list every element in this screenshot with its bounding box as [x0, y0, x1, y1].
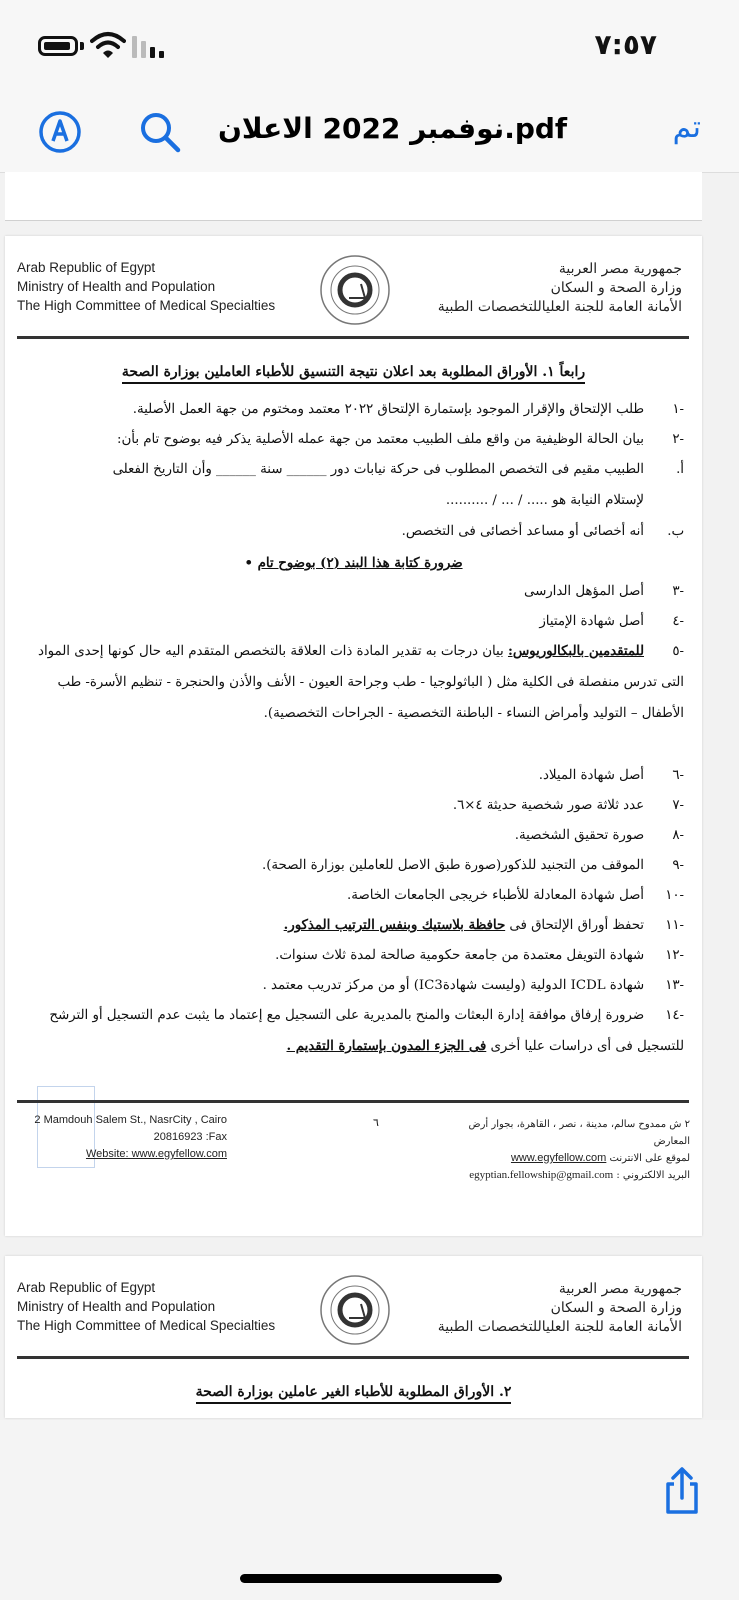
item-text: أنه أخصائى أو مساعد أخصائى فى التخصص. — [401, 524, 644, 539]
item-text: أصل شهادة المعادلة للأطباء خريجى الجامعات الخاصة. — [347, 888, 644, 903]
header-en-line: Ministry of Health and Population — [17, 279, 216, 294]
item-emphasis: حافظة بلاستيك وبنفس الترتيب المذكور. — [283, 918, 506, 933]
header-en-line: Ministry of Health and Population — [17, 1299, 216, 1314]
header-en-line: Arab Republic of Egypt — [17, 260, 156, 275]
item-text: أصل شهادة الميلاد. — [538, 768, 644, 783]
item-number: -٧ — [672, 798, 684, 813]
pdf-page — [5, 236, 702, 1236]
footer-ar-email-label: البريد الالكتروني : — [616, 1170, 690, 1181]
footer-arabic — [430, 1116, 690, 1184]
wifi-icon — [90, 30, 126, 60]
item-number: -٥ — [672, 644, 684, 659]
previous-page-edge — [5, 172, 702, 221]
home-indicator[interactable] — [240, 1574, 502, 1583]
item-text: أصل المؤهل الدارسى — [524, 584, 644, 599]
list-item — [34, 516, 684, 547]
section-title — [5, 1384, 702, 1400]
header-divider — [17, 1356, 689, 1359]
list-item — [34, 850, 684, 881]
item-text: بيان درجات به تقدير المادة ذات العلاقة بالتخصص المتقدم اليه حال كونها إحدى المواد التى تدرس منفصلة فى الكلية مثل ( الباثولوجيا - طب وجراحة العيون - الأنف والأذن والحنجرة - تنظيم الأسرة- طب الأطفال – التوليد وأمراض النساء - الباطنة التخصصية - الجراحات التخصصية). — [38, 644, 684, 721]
footer-address: 2 Mamdouh Salem St., NasrCity , Cairo — [34, 1114, 227, 1126]
page-number: ٦ — [373, 1116, 379, 1129]
pdf-toolbar — [0, 90, 739, 173]
header-ar-line: الأمانة العامة للجنة العلياللتخصصات الطبية — [437, 1319, 682, 1335]
list-item — [34, 606, 684, 637]
list-item — [34, 454, 684, 516]
battery-icon — [38, 36, 78, 56]
list-item — [34, 1000, 684, 1062]
item-text: شهادة التويفل معتمدة من جامعة حكومية صالحة لمدة ثلاث سنوات. — [275, 948, 644, 963]
list-item — [34, 760, 684, 791]
signal-icon — [132, 36, 168, 58]
item-text: شهادة ICDL الدولية (وليست شهادةIC3) أو من مركز تدريب معتمد . — [262, 978, 644, 993]
footer-website[interactable]: Website: www.egyfellow.com — [85, 1148, 227, 1160]
bottom-toolbar — [0, 1420, 739, 1600]
header-ar-line: جمهورية مصر العربية — [558, 1281, 682, 1297]
footer-fax: 20816923 :Fax — [153, 1131, 227, 1143]
section-title-text: رابعاً ١. الأوراق المطلوبة بعد اعلان نتيجة التنسيق للأطباء العاملين بوزارة الصحة — [122, 364, 585, 384]
note-bullet: ضرورة كتابة هذا البند (٢) بوضوح تام • — [244, 556, 463, 571]
item-text: الموقف من التجنيد للذكور(صورة طبق الاصل للعاملين بوزارة الصحة). — [262, 858, 644, 873]
footer-divider — [17, 1100, 689, 1103]
header-ar-line: الأمانة العامة للجنة العلياللتخصصات الطبية — [437, 299, 682, 315]
item-text: ضرورة إرفاق موافقة إدارة البعثات والمنح بالمديرية على التسجيل مع إعتماد ما يثبت عدم التسجيل أو الترشح للتسجيل فى أى دراسات عليا أخرى — [49, 1008, 684, 1054]
header-ar-line: وزارة الصحة و السكان — [550, 1300, 682, 1316]
list-item — [34, 576, 684, 607]
list-item — [34, 910, 684, 941]
header-ar-line: جمهورية مصر العربية — [558, 261, 682, 277]
item-number: -١٠ — [665, 888, 684, 903]
seal-icon — [319, 254, 391, 326]
item-number: ب. — [667, 524, 684, 539]
footer-ar-site-label: لموقع على الانترنت — [609, 1153, 690, 1164]
header-english — [17, 258, 275, 315]
share-icon[interactable] — [660, 1466, 704, 1516]
search-icon[interactable] — [138, 110, 182, 154]
item-lead: للمتقدمين بالبكالوريوس: — [507, 644, 644, 659]
item-text: طلب الإلتحاق والإقرار الموجود بإستمارة الإلتحاق ٢٠٢٢ معتمد ومختوم من جهة العمل الأصلية. — [132, 402, 644, 417]
section-title — [5, 364, 702, 380]
item-text: أصل شهادة الإمتياز — [539, 614, 644, 629]
item-text: صورة تحقيق الشخصية. — [514, 828, 644, 843]
clock: ٧:٥٧ — [594, 28, 657, 61]
section-title-text: ٢. الأوراق المطلوبة للأطباء الغير عاملين بوزارة الصحة — [196, 1384, 512, 1404]
note-text: ضرورة كتابة هذا البند (٢) بوضوح تام — [257, 556, 463, 571]
list-item — [34, 880, 684, 911]
item-text: الطبيب مقيم فى التخصص المطلوب فى حركة نيابات دور ______ سنة ______ وأن التاريخ الفعلى — [112, 462, 644, 477]
footer-ar-site[interactable]: www.egyfellow.com — [510, 1152, 607, 1164]
header-en-line: Arab Republic of Egypt — [17, 1280, 156, 1295]
footer-ar-address: ٢ ش ممدوح سالم، مدينة ، نصر ، القاهرة، بجوار أرض المعارض — [468, 1119, 690, 1147]
pdf-page — [5, 1256, 702, 1418]
header-en-line: The High Committee of Medical Specialties — [17, 1318, 276, 1333]
item-number: -٢ — [672, 432, 684, 447]
battery-tip — [80, 42, 84, 50]
list-item — [34, 970, 684, 1001]
seal-icon — [319, 1274, 391, 1346]
item-text: عدد ثلاثة صور شخصية حديثة ٤×٦. — [452, 798, 644, 813]
item-text: تحفظ أوراق الإلتحاق فى — [509, 918, 644, 933]
header-ar-line: وزارة الصحة و السكان — [550, 280, 682, 296]
item-number: -٤ — [672, 614, 684, 629]
header-arabic — [438, 260, 682, 317]
item-emphasis: فى الجزء المدون بإستمارة التقديم . — [286, 1039, 487, 1054]
item-text-continued: لإستلام النيابة هو ..... / ... / .......... — [445, 493, 644, 508]
header-en-line: The High Committee of Medical Specialties — [17, 298, 276, 313]
item-number: -٦ — [672, 768, 684, 783]
item-number: -٨ — [672, 828, 684, 843]
footer-english — [31, 1112, 227, 1163]
item-number: -١٤ — [665, 1008, 684, 1023]
item-number: -١١ — [665, 918, 684, 933]
header-arabic — [438, 1280, 682, 1337]
document-title: نوفمبر 2022 الاعلان.pdf — [218, 112, 568, 145]
header-divider — [17, 336, 689, 339]
item-number: -٣ — [672, 584, 684, 599]
item-text: بيان الحالة الوظيفية من واقع ملف الطبيب معتمد من جهة عمله الأصلية يذكر فيه بوضوح تام بأن: — [117, 432, 644, 447]
list-item — [34, 790, 684, 821]
item-number: -١ — [672, 402, 684, 417]
item-number: -١٢ — [665, 948, 684, 963]
list-item — [34, 636, 684, 729]
list-item — [34, 820, 684, 851]
done-button[interactable]: تم — [672, 110, 701, 145]
item-number: -١٣ — [665, 978, 684, 993]
status-bar — [0, 0, 739, 90]
item-number: -٩ — [672, 858, 684, 873]
item-number: أ. — [676, 462, 684, 477]
list-item — [34, 424, 684, 455]
markup-icon[interactable] — [38, 110, 82, 154]
header-english — [17, 1278, 275, 1335]
list-item — [34, 940, 684, 971]
list-item — [34, 394, 684, 425]
footer-ar-email[interactable]: egyptian.fellowship@gmail.com — [469, 1169, 614, 1181]
